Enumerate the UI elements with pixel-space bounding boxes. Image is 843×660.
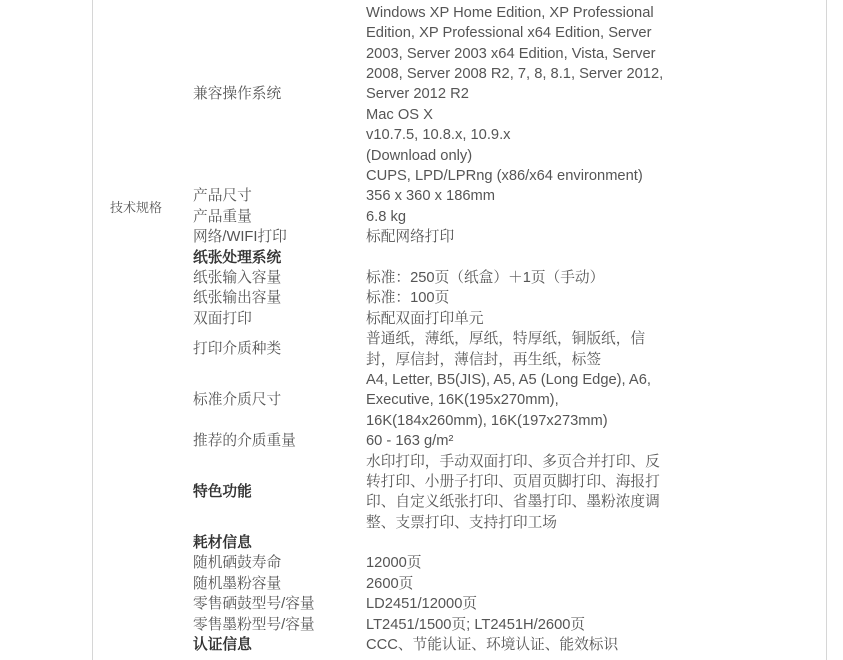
spec-rows [193, 3, 813, 656]
spec-value-line: 标配网络打印 [366, 229, 455, 246]
spec-value-line: 整、支票打印、支持打印工场 [366, 514, 557, 531]
spec-value [366, 574, 813, 594]
spec-label: 兼容操作系统 [193, 86, 282, 103]
spec-value-line: 6.8 kg [366, 208, 407, 225]
spec-row-paper-handling-heading [193, 248, 813, 268]
spec-value-line: 普通纸，薄纸，厚纸，特厚纸，铜版纸，信 [366, 331, 646, 348]
spec-value [366, 288, 813, 308]
spec-label: 随机硒鼓寿命 [193, 555, 282, 572]
spec-row-standard-media-sizes [193, 370, 813, 431]
spec-label: 零售硒鼓型号/容量 [193, 596, 315, 613]
spec-row-retail-toner-model [193, 615, 813, 635]
spec-value-line: CUPS, LPD/LPRng (x86/x64 environment) [366, 167, 643, 184]
spec-value [366, 227, 813, 247]
spec-value-line: 标准：250页（纸盒）＋1页（手动） [366, 269, 605, 286]
spec-value-line: CCC、节能认证、环境认证、能效标识 [366, 637, 619, 654]
spec-group-heading: 耗材信息 [193, 535, 252, 552]
spec-value-line: 标准：100页 [366, 290, 450, 307]
spec-row-paper-input-capacity [193, 268, 813, 288]
spec-row-bundled-drum-life [193, 553, 813, 573]
spec-value [366, 268, 813, 288]
spec-value-line: 2003, Server 2003 x64 Edition, Vista, Server [366, 45, 656, 62]
spec-label: 双面打印 [193, 310, 252, 327]
spec-value [366, 553, 813, 573]
spec-value [366, 594, 813, 614]
spec-label: 网络/WIFI打印 [193, 229, 287, 246]
spec-value-line: 标配双面打印单元 [366, 310, 484, 327]
spec-label: 标准介质尺寸 [193, 392, 282, 409]
spec-value-line: Executive, 16K(195x270mm), [366, 392, 559, 409]
spec-value-line: 水印打印，手动双面打印、多页合并打印、反 [366, 453, 660, 470]
spec-row-retail-drum-model [193, 594, 813, 614]
spec-label: 产品重量 [193, 208, 252, 225]
spec-value-line: Windows XP Home Edition, XP Professional [366, 4, 654, 21]
spec-value-line: 12000页 [366, 555, 422, 572]
spec-value-line: 356 x 360 x 186mm [366, 188, 495, 205]
spec-value [366, 452, 813, 534]
spec-value-line: 印、自定义纸张打印、省墨打印、墨粉浓度调 [366, 494, 660, 511]
spec-value-line: v10.7.5, 10.8.x, 10.9.x [366, 127, 511, 144]
spec-value [366, 329, 813, 370]
spec-table [92, 0, 827, 660]
section-label-tech-specs: 技术规格 [110, 200, 163, 215]
spec-value [366, 635, 813, 655]
spec-value [366, 3, 813, 187]
spec-label: 零售墨粉型号/容量 [193, 616, 315, 633]
spec-row-paper-output-capacity [193, 288, 813, 308]
spec-row-recommended-media-weight [193, 431, 813, 451]
spec-label: 随机墨粉容量 [193, 575, 282, 592]
spec-value-line: Server 2012 R2 [366, 86, 469, 103]
spec-value [366, 370, 813, 431]
spec-label: 推荐的介质重量 [193, 433, 296, 450]
spec-value-line: A4, Letter, B5(JIS), A5, A5 (Long Edge), A6, [366, 371, 651, 388]
spec-value-line: 16K(184x260mm), 16K(197x273mm) [366, 412, 608, 429]
spec-row-certifications [193, 635, 813, 655]
spec-value-line: LT2451/1500页; LT2451H/2600页 [366, 616, 586, 633]
spec-value-line: 60 - 163 g/m² [366, 433, 454, 450]
spec-label: 打印介质种类 [193, 341, 282, 358]
spec-row-duplex-printing [193, 309, 813, 329]
spec-row-network-wifi-printing [193, 227, 813, 247]
spec-value [366, 186, 813, 206]
spec-row-product-dimensions [193, 186, 813, 206]
spec-label: 产品尺寸 [193, 188, 252, 205]
spec-value [366, 207, 813, 227]
spec-value-line: LD2451/12000页 [366, 596, 478, 613]
spec-row-consumables-heading [193, 533, 813, 553]
spec-row-media-types [193, 329, 813, 370]
spec-value-line: Mac OS X [366, 106, 433, 123]
spec-row-compatible-os [193, 3, 813, 187]
spec-row-product-weight [193, 207, 813, 227]
spec-label: 纸张输出容量 [193, 290, 282, 307]
spec-value-line: 2008, Server 2008 R2, 7, 8, 8.1, Server 2012, [366, 65, 664, 82]
spec-row-bundled-toner-capacity [193, 574, 813, 594]
spec-value [366, 615, 813, 635]
spec-row-special-features [193, 452, 813, 534]
spec-label: 纸张输入容量 [193, 269, 282, 286]
spec-value-line: 封，厚信封，薄信封，再生纸，标签 [366, 351, 602, 368]
spec-value [366, 309, 813, 329]
spec-group-heading: 特色功能 [193, 484, 252, 501]
spec-group-heading: 纸张处理系统 [193, 249, 282, 266]
spec-value-line: (Download only) [366, 147, 473, 164]
spec-value-line: 转打印、小册子打印、页眉页脚打印、海报打 [366, 473, 660, 490]
spec-value-line: 2600页 [366, 575, 414, 592]
spec-value-line: Edition, XP Professional x64 Edition, Server [366, 25, 652, 42]
spec-group-heading: 认证信息 [193, 637, 252, 654]
spec-value [366, 431, 813, 451]
